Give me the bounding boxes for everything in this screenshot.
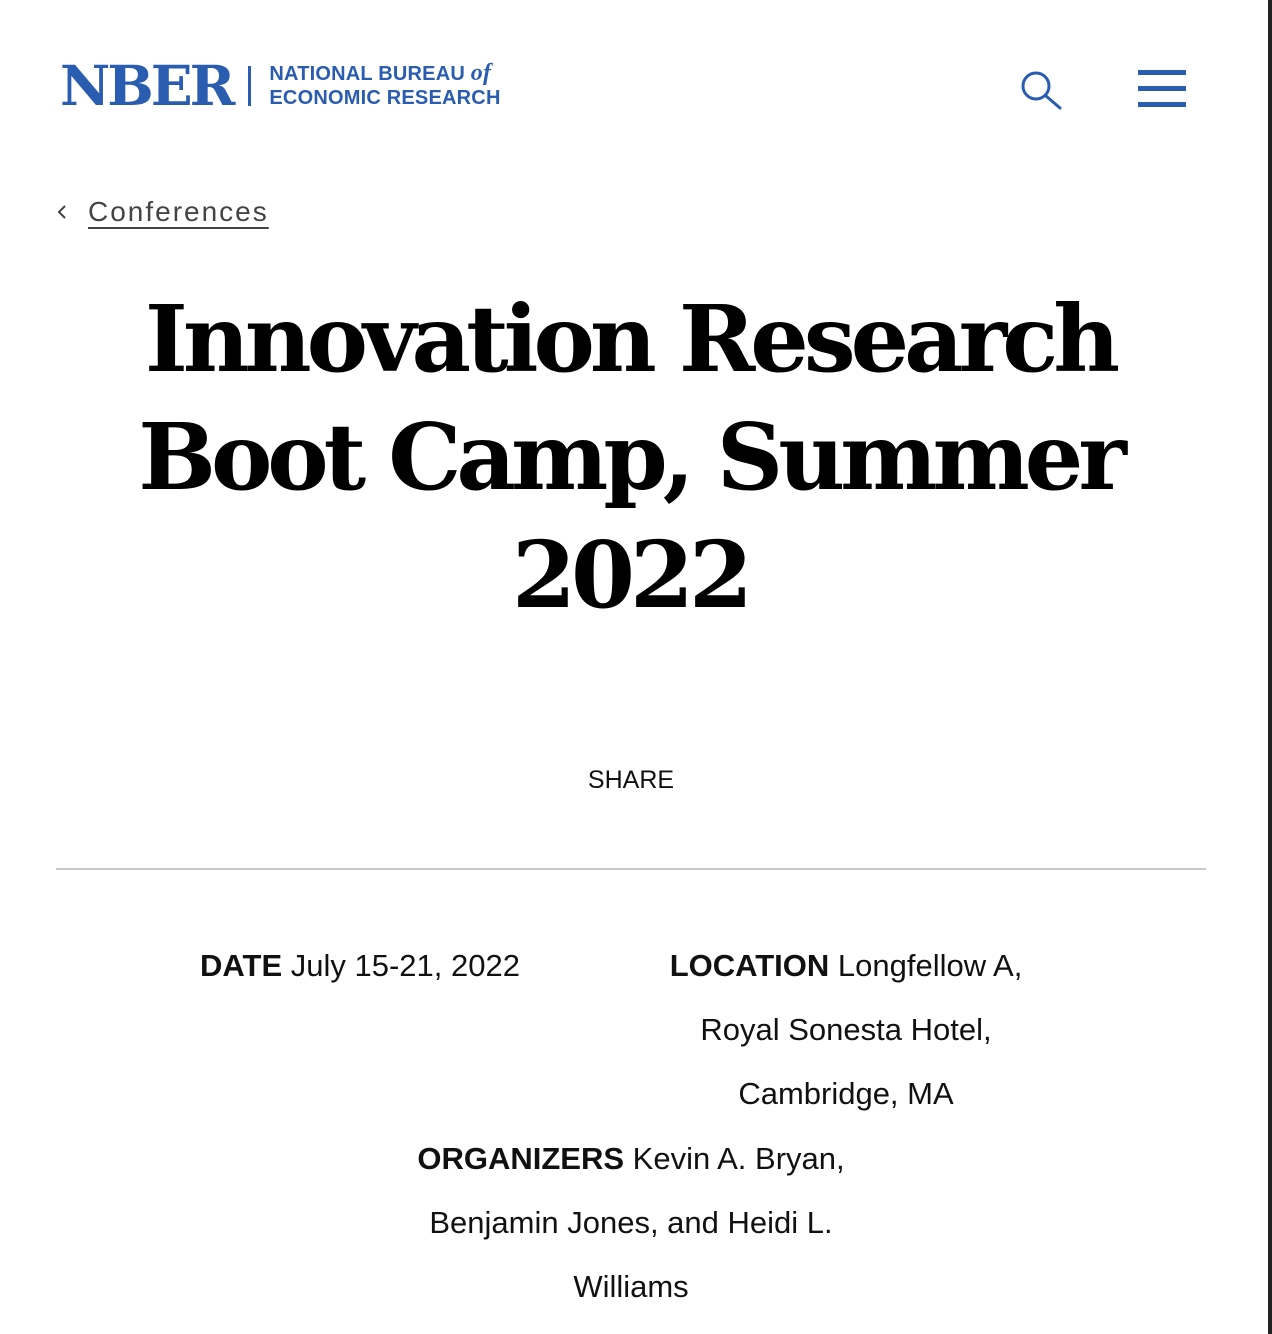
location-value-line-3: Cambridge, MA <box>738 1076 954 1111</box>
hamburger-menu-button[interactable] <box>1136 68 1188 112</box>
logo-line-1: NATIONAL BUREAU <box>269 63 465 85</box>
logo-line-2: ECONOMIC RESEARCH <box>269 87 501 109</box>
menu-bar-top <box>1138 70 1186 75</box>
location-label: LOCATION <box>669 948 830 983</box>
title-line-2: Boot Camp, Summer <box>138 403 1122 511</box>
chevron-left-icon <box>54 202 70 222</box>
date-value: July 15-21, 2022 <box>290 948 520 983</box>
share-button[interactable]: SHARE <box>587 766 675 794</box>
breadcrumb-conferences-link[interactable]: Conferences <box>88 196 269 227</box>
organizers-value-line-1: Kevin A. Bryan, <box>632 1141 845 1176</box>
scrollbar-edge <box>1268 0 1272 1334</box>
logo-divider <box>248 66 251 106</box>
location-value-line-1: Longfellow A, <box>837 948 1023 983</box>
meta-location <box>626 934 1066 1126</box>
nber-logo[interactable] <box>60 53 501 118</box>
search-icon <box>1018 68 1066 116</box>
meta-date <box>150 934 570 998</box>
date-label: DATE <box>200 948 283 983</box>
breadcrumb[interactable] <box>54 196 269 228</box>
search-button[interactable] <box>1018 68 1066 116</box>
logo-mark: NBER <box>60 53 233 118</box>
title-line-3: 2022 <box>511 521 749 629</box>
organizers-value-line-3: Williams <box>573 1269 689 1304</box>
logo-wordmark <box>269 61 500 110</box>
title-line-1: Innovation Research <box>144 285 1116 393</box>
location-value-line-2: Royal Sonesta Hotel, <box>700 1012 992 1047</box>
divider <box>56 868 1206 870</box>
organizers-label: ORGANIZERS <box>417 1141 625 1176</box>
logo-of: of <box>470 60 492 86</box>
organizers-value-line-2: Benjamin Jones, and Heidi L. <box>429 1205 833 1240</box>
menu-bar-bottom <box>1138 102 1186 107</box>
menu-bar-middle <box>1138 86 1186 91</box>
page-title <box>100 280 1160 634</box>
site-header <box>0 0 1268 170</box>
meta-organizers <box>380 1127 882 1319</box>
